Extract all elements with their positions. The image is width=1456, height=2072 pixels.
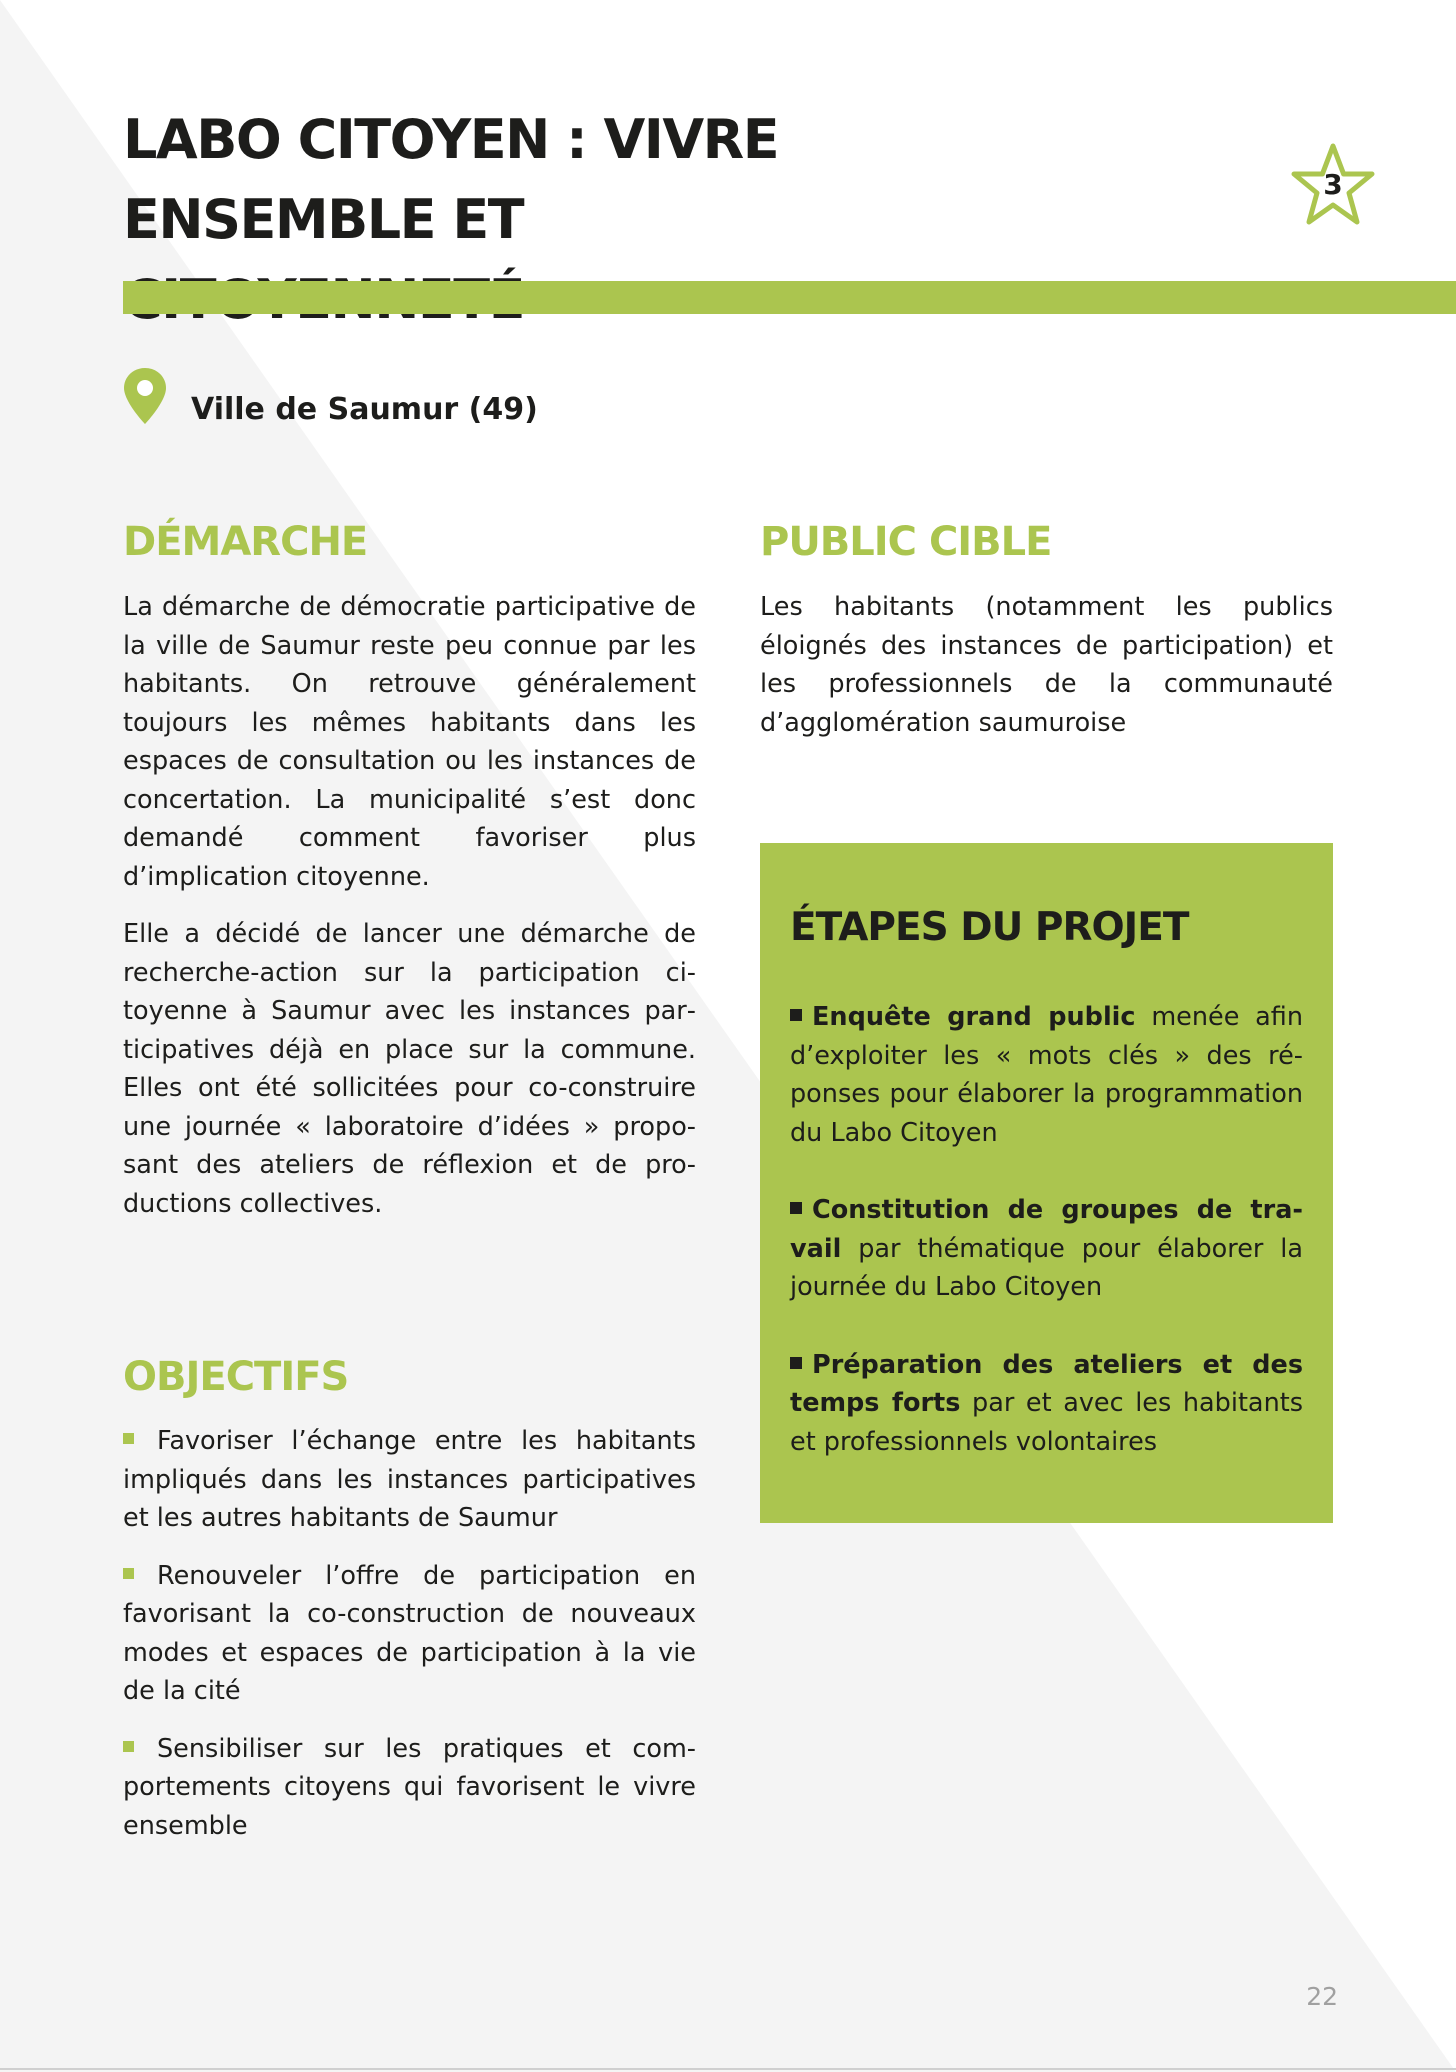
bullet-square-icon [790, 1009, 802, 1021]
etape-text: par et avec les habitants et professionnels volontaires [790, 1388, 1304, 1457]
etape-bold-text: Constitution de groupes de travail [790, 1195, 1303, 1264]
public-cible-heading: PUBLIC CIBLE [760, 519, 1052, 565]
location-pin-icon [122, 366, 168, 426]
demarche-paragraph: La démarche de démocratie participative de la ville de Saumur reste peu connue par les habitants. On retrouve généralement toujours les mêmes habitants dans les espaces de consultation ou les instances de concertation. La municipalité s’est donc demandé comment favoriser plus d’implication citoyenne. [123, 592, 696, 892]
location-label: Ville de Saumur (49) [191, 392, 538, 427]
objectif-item [123, 1730, 696, 1846]
public-cible-body [760, 588, 1333, 761]
demarche-heading: DÉMARCHE [123, 519, 368, 565]
header-divider-bar [123, 281, 1456, 314]
bottom-border-line [0, 2068, 1456, 2070]
etape-text: par thématique pour élaborer la journée du Labo Citoyen [790, 1233, 1303, 1302]
etape-item [790, 1191, 1303, 1307]
public-cible-text: Les habitants (notamment les publics éloignés des instances de participation) et les professionnels de la communauté d’agglomération saumuroise [760, 592, 1333, 738]
bullet-square-icon [790, 1202, 802, 1214]
bullet-square-icon [123, 1568, 134, 1579]
etapes-box [760, 843, 1333, 1523]
demarche-paragraph: Elle a décidé de lancer une démarche de recherche-action sur la participation citoyenne à Saumur avec les instances participatives déjà en place sur la commune. Elles ont été sollicitées pour co-construire une journée « laboratoire d’idées » proposant des ateliers de réflexion et de productions collectives. [123, 919, 696, 1219]
objectifs-body [123, 1422, 696, 1864]
page-number: 22 [1306, 1982, 1338, 2011]
objectifs-list [123, 1422, 696, 1845]
etape-item [790, 998, 1303, 1152]
etapes-heading: ÉTAPES DU PROJET [790, 905, 1189, 950]
objectif-item [123, 1422, 696, 1538]
bullet-square-icon [123, 1741, 134, 1752]
objectif-text: Sensibiliser sur les pratiques et comportements citoyens qui favorisent le vivre ensemble [123, 1733, 696, 1841]
objectifs-heading: OBJECTIFS [123, 1354, 349, 1400]
bullet-square-icon [123, 1433, 134, 1444]
page-title-line-1: LABO CITOYEN : VIVRE ENSEMBLE ET [123, 108, 779, 251]
etape-text: menée afin d’exploiter les « mots clés » des réponses pour élaborer la programmation du Labo Citoyen [790, 1002, 1303, 1148]
demarche-body [123, 588, 696, 1242]
objectif-item [123, 1557, 696, 1711]
objectif-text: Favoriser l’échange entre les habitants impliqués dans les instances participatives et les autres habitants de Saumur [123, 1426, 696, 1533]
etapes-list [790, 998, 1303, 1500]
bullet-square-icon [790, 1357, 802, 1369]
number-badge [1290, 142, 1376, 226]
objectif-text: Renouveler l’offre de participation en favorisant la co-construction de nouveaux modes et espaces de participation à la vie de la cité [123, 1560, 696, 1706]
etape-item [790, 1346, 1303, 1462]
etape-bold-text: Préparation des ateliers et des temps forts [790, 1349, 1303, 1418]
badge-number: 3 [1323, 168, 1343, 201]
etape-bold-text: Enquête grand public [812, 1002, 1136, 1032]
